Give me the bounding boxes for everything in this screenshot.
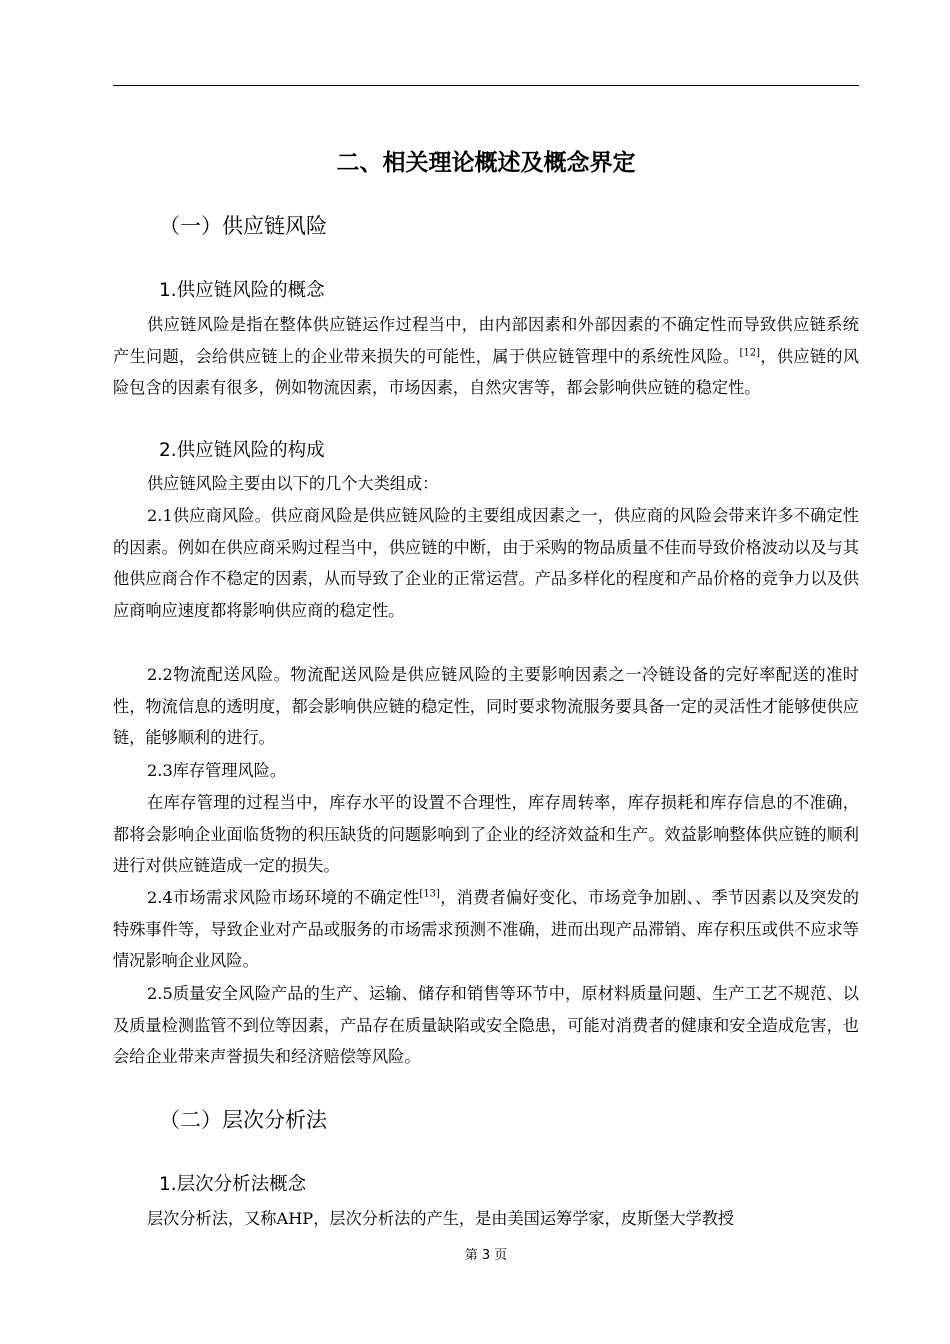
paragraph-quality-risk: 2.5质量安全风险产品的生产、运输、储存和销售等环节中，原材料质量问题、生产工艺不规范、以及质量检测监管不到位等因素，产品存在质量缺陷或安全隐患，可能对消费者的健康和安全造成危害，也会给企业带来声誉损失和经济赔偿等风险。	[113, 984, 859, 1066]
subheading-risk-composition: 2.供应链风险的构成	[159, 440, 325, 461]
paragraph-market-risk	[113, 882, 859, 977]
section-heading-supply-chain-risk: （一）供应链风险	[159, 214, 327, 238]
page-title: 二、相关理论概述及概念界定	[336, 150, 636, 176]
paragraph-inventory-risk-title: 2.3库存管理风险。	[147, 761, 287, 780]
paragraph-logistics-risk: 2.2物流配送风险。物流配送风险是供应链风险的主要影响因素之一冷链设备的完好率配送的准时性，物流信息的透明度，都会影响供应链的稳定性，同时要求物流服务要具备一定的灵活性才能够使供应链，能够顺利的进行。	[113, 665, 859, 747]
paragraph-ahp-concept: 层次分析法，又称AHP，层次分析法的产生，是由美国运筹学家，皮斯堡大学教授	[147, 1209, 735, 1228]
paragraph-risk-concept-text-cont: ，供应链的风险包含的因素有很多，例如物流因素，市场因素，自然灾害等，都会影响供应链的稳定性。	[113, 346, 860, 397]
section-heading-ahp: （二）层次分析法	[159, 1108, 327, 1132]
paragraph-inventory-risk: 在库存管理的过程当中，库存水平的设置不合理性，库存周转率，库存损耗和库存信息的不准确，都将会影响企业面临货物的积压缺货的问题影响到了企业的经济效益和生产。效益影响整体供应链的顺利进行对供应链造成一定的损失。	[113, 793, 859, 875]
subheading-risk-concept: 1.供应链风险的概念	[159, 280, 325, 301]
header-rule	[113, 85, 859, 86]
paragraph-market-risk-text-cont: ，消费者偏好变化、市场竞争加剧、、季节因素以及突发的特殊事件等，导致企业对产品或服务的市场需求预测不准确，进而出现产品滞销、库存积压或供不应求等情况影响企业风险。	[113, 888, 859, 970]
paragraph-supplier-risk: 2.1供应商风险。供应商风险是供应链风险的主要组成因素之一，供应商的风险会带来许多不确定性的因素。例如在供应商采购过程当中，供应链的中断，由于采购的物品质量不佳而导致价格波动以及与其他供应商合作不稳定的因素，从而导致了企业的正常运营。产品多样化的程度和产品价格的竞争力以及供应商响应速度都将影响供应商的稳定性。	[113, 506, 859, 620]
paragraph-risk-concept	[113, 309, 859, 404]
paragraph-market-risk-text: 2.4市场需求风险市场环境的不确定性	[147, 888, 420, 907]
paragraph-risk-concept-text: 供应链风险是指在整体供应链运作过程当中，由内部因素和外部因素的不确定性而导致供应链系统产生问题，会给供应链上的企业带来损失的可能性，属于供应链管理中的系统性风险。	[113, 315, 859, 366]
citation-12: [12]	[739, 347, 761, 359]
subheading-ahp-concept: 1.层次分析法概念	[159, 1174, 307, 1195]
page-number: 第 3 页	[464, 1248, 508, 1263]
citation-13: [13]	[419, 888, 440, 900]
paragraph-composition-intro: 供应链风险主要由以下的几个大类组成：	[147, 474, 439, 493]
